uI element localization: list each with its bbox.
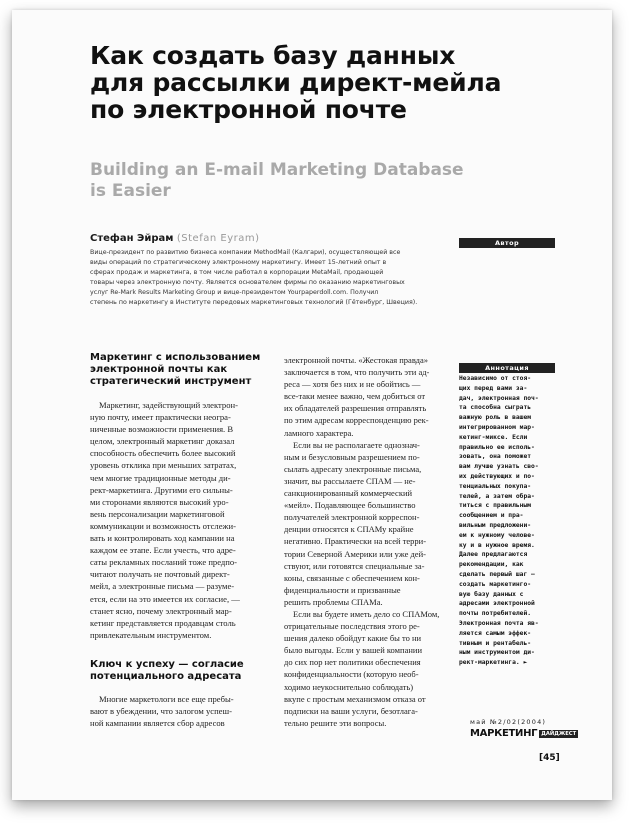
text-line: было выгоды. Если у вашей компании — [284, 645, 422, 656]
annotation-line: рекомендации, как — [459, 561, 524, 569]
paragraph — [284, 608, 452, 729]
page-number: [45] — [539, 753, 560, 763]
author-bio — [90, 248, 450, 309]
heading-line: электронной почты как — [90, 364, 228, 375]
text-line: способность обеспечить более высокий — [90, 448, 236, 459]
paragraph — [90, 399, 272, 641]
annotation-line: почты потребителей. — [459, 610, 532, 618]
text-line: вень персонализации маркетинговой — [90, 508, 225, 519]
text-line: Многие маркетологи все еще пребы- — [99, 693, 234, 704]
paragraph — [90, 693, 272, 729]
bio-line: сферах продаж и маркетинга, в том числе работал в корпорации MetaMail, продающей — [90, 269, 384, 277]
annotation-line: щих перед вами за- — [459, 384, 528, 392]
text-column-1 — [90, 352, 272, 729]
text-line: получателей электронной корреспон- — [284, 512, 420, 523]
text-line: санкционированный коммерческий — [284, 488, 413, 499]
text-line: тории Северной Америки или уже дей- — [284, 548, 426, 559]
subtitle-line: Building an E-mail Marketing Database — [90, 160, 464, 180]
text-line: ется, если на это имеется их согласие, — — [90, 593, 240, 604]
annotation-line: тивным и рентабель- — [459, 639, 532, 647]
issue-info: май №2/02(2004) — [470, 718, 547, 726]
annotation-line: сделать первый шаг — — [459, 570, 535, 578]
text-line: фиденциальности и призванные — [284, 584, 401, 595]
text-line: коны, связанные с обеспечением кон- — [284, 572, 420, 583]
text-line: ходимо неукоснительно соблюдать) — [284, 681, 414, 692]
text-line: денции относятся к СПАМу крайне — [284, 524, 414, 535]
text-line: отрицательные последствия этого ре- — [284, 621, 420, 632]
text-line: привлекательным инструментом. — [90, 629, 212, 640]
text-line: сылать адресату электронные письма, — [284, 463, 422, 474]
annotation-line: ляется самым эффек- — [459, 629, 532, 637]
annotation-line: ным инструментом ди- — [459, 649, 535, 657]
text-line: ниченные возможности применения. В — [90, 424, 234, 435]
annotation-line: тенциальных покупа- — [459, 482, 532, 490]
text-line: заключается в том, что получить эти ад- — [284, 367, 430, 378]
text-line: ной кампании является сбор адресов — [90, 718, 225, 729]
text-line: Если вы будете иметь дело со СПАМом, — [293, 608, 440, 619]
annotation-line: вильным предложени- — [459, 521, 532, 529]
annotation-line: вам лучше узнать сво- — [459, 463, 539, 471]
annotation-line: титься с правильным — [459, 502, 532, 510]
annotation-line: вую базу данных с — [459, 590, 524, 598]
annotation-line: их действующих и по- — [459, 472, 535, 480]
annotation-line: телей, а затем обра- — [459, 492, 535, 500]
bio-line: степень по маркетингу в Институте передовых маркетинговых технологий (Гётенбург, Швеция). — [90, 299, 418, 307]
bio-line: виды операций по стратегическому электронному маркетингу. Имеет 15-летний опыт в — [90, 259, 387, 267]
author-name: Стефан Эйрам — [90, 233, 174, 244]
author-byline — [90, 233, 450, 244]
magazine-name: МАРКЕТИНГ — [470, 728, 538, 739]
bio-line: товары через электронную почту. Является основателем фирмы по оказанию маркетинговых — [90, 279, 405, 287]
annotation-line: сообщением и пра- — [459, 512, 524, 520]
text-line: по этим адресам корреспонденцию рек- — [284, 415, 429, 426]
text-column-2 — [284, 354, 452, 729]
annotation-line: важную роль в вашем — [459, 414, 532, 422]
article-title — [90, 42, 530, 123]
annotation-line: ку и в нужное время. — [459, 541, 535, 549]
bio-line: услуг Re-Mark Results Marketing Group и вице-президентом Yourpaperdoll.com. Получил — [90, 289, 379, 297]
text-line: негативно. Практически на всей терри- — [284, 536, 427, 547]
text-line: до сих пор нет политики обеспечения — [284, 657, 421, 668]
text-line: вкупе с простым механизмом отказа от — [284, 693, 426, 704]
author-tag: Автор — [459, 238, 555, 248]
annotation-text — [459, 374, 555, 668]
text-line: Если вы не располагаете однознач- — [293, 439, 420, 450]
article-subtitle — [90, 160, 510, 202]
text-line: мейл, а электронные письма — разуме- — [90, 581, 235, 592]
annotation-line: создать маркетинго- — [459, 580, 532, 588]
text-line: ную почту, имеет практически неогра- — [90, 412, 231, 423]
annotation-line: правильно ее исполь- — [459, 443, 535, 451]
text-line: ми сторонами являются высокий уро- — [90, 496, 229, 507]
text-line: «мейл». Подавляющее большинство — [284, 500, 416, 511]
text-line: Маркетинг, задействующий электрон- — [99, 400, 238, 410]
annotation-line: зовать, она поможет — [459, 453, 532, 461]
text-line: каждом ее этапе. Если учесть, что адре- — [90, 545, 236, 556]
text-line: ламного характера. — [284, 427, 354, 438]
text-line: рект-маркетинга. Другими его сильны- — [90, 484, 233, 495]
text-line: ствуют, или готовятся специальные за- — [284, 560, 425, 571]
annotation-line: кетинг-миксе. Если — [459, 433, 528, 441]
annotation-line: Далее предлагаются — [459, 551, 528, 559]
annotation-line: интегрированном мар- — [459, 423, 535, 431]
text-line: коммуникации и возможность отслежи- — [90, 520, 236, 531]
text-line: уровень отклика при меньших затратах, — [90, 460, 237, 471]
text-line: вают в убеждении, что залогом успеш- — [90, 705, 232, 716]
magazine-sub: ДАЙДЖЕСТ — [541, 730, 577, 737]
text-line: значит, вы рассылаете СПАМ — не- — [284, 475, 416, 486]
text-line: решить проблемы СПАМа. — [284, 596, 383, 607]
annotation-line: дач, электронная поч- — [459, 394, 539, 402]
text-line: читают получать не почтовый директ- — [90, 569, 230, 580]
text-line: саты рекламных посланий тоже предпо- — [90, 557, 238, 568]
annotation-line: рект-маркетинга. ► — [459, 659, 528, 667]
paragraph — [284, 439, 452, 608]
text-line: ным и безусловным разрешением по- — [284, 451, 420, 462]
annotation-tag: Аннотация — [459, 363, 555, 373]
heading-line: стратегический инструмент — [90, 376, 252, 387]
annotation-line: ем к нужному челове- — [459, 531, 535, 539]
annotation-line: Электронная почта яв- — [459, 619, 539, 627]
magazine-page — [12, 10, 612, 800]
subtitle-line: is Easier — [90, 181, 171, 201]
text-line: тельно решите эти вопросы. — [284, 717, 387, 728]
annotation-line: Независимо от стоя- — [459, 375, 532, 382]
heading-line: Ключ к успеху — согласие — [90, 658, 244, 670]
text-line: все-таки менее важно, чем добиться от — [284, 391, 426, 402]
text-line: реса — хотя без них и не обойтись — — [284, 379, 421, 390]
paragraph — [284, 354, 452, 439]
text-line: кетинг представляется продавцам столь — [90, 617, 236, 628]
section-heading — [90, 659, 272, 683]
text-line: электронной почты. «Жестокая правда» — [284, 355, 428, 365]
annotation-column — [459, 374, 555, 668]
text-line: вать и контролировать ход кампании на — [90, 533, 235, 544]
title-line: Как создать базу данных — [90, 41, 456, 70]
title-line: для рассылки директ-мейла — [90, 68, 502, 97]
heading-line: Маркетинг с использованием — [90, 352, 261, 363]
text-line: подписки на ваши услуги, безотлага- — [284, 705, 418, 716]
magazine-logo — [470, 727, 577, 740]
title-line: по электронной почте — [90, 95, 407, 124]
text-line: шения далеко обойдут какие бы то ни — [284, 633, 422, 644]
text-line: их обладателей разрешения отправлять — [284, 403, 427, 414]
text-line: конфиденциальности (которую необ- — [284, 669, 419, 680]
author-name-latin: (Stefan Eyram) — [176, 233, 260, 244]
heading-line: потенциального адресата — [90, 670, 242, 682]
annotation-line: адресами электронной — [459, 600, 535, 608]
text-line: целом, электронный маркетинг доказал — [90, 436, 235, 447]
annotation-line: та способна сыграть — [459, 404, 532, 412]
section-heading — [90, 352, 272, 388]
bio-line: Вице-президент по развитию бизнеса компании MethodMail (Калгари), осуществляющей все — [90, 249, 401, 256]
text-line: станет ясно, почему электронный мар- — [90, 605, 232, 616]
text-line: чем многие традиционные методы ди- — [90, 472, 231, 483]
